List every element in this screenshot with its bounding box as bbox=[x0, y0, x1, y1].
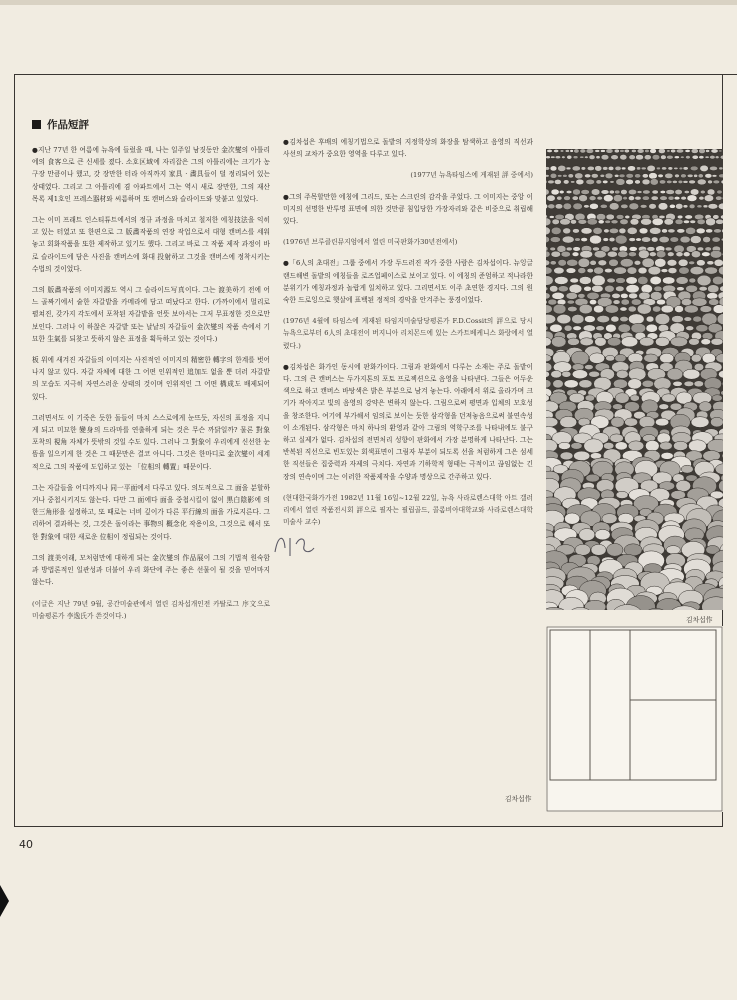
source-note: (이글은 지난 79년 9월, 공간미술관에서 열린 김차섭개인전 카탈로그 序文으로 미술평론가 李逸氏가 쓴것이다.) bbox=[32, 599, 270, 620]
article-column-2 bbox=[283, 136, 533, 537]
review-text: ●그의 주목할만한 에칭에 그리드, 또는 스크린의 감각을 주었다. 그 이미지는 중앙 이미지의 선명한 반투명 표면에 의한 것만큼 침입당한 가장자리와 같은 비중으로 취립해 있다. bbox=[283, 192, 533, 226]
paragraph: 그의 渡美이래, 모처럼만에 대하게 되는 金次燮의 作品展이 그의 기법적 원숙함과 방법론적인 일관성과 더불어 우리 화단에 주는 좋은 선물이 될 것을 믿어마지 않는다. bbox=[32, 553, 270, 587]
grid-drawing bbox=[546, 626, 723, 812]
frame-rule-left bbox=[14, 74, 15, 826]
article-column-1 bbox=[32, 144, 270, 631]
paragraph: 그러면서도 이 기죽은 듯한 돌들이 마치 스스로에게 눈뜨듯, 자신의 표정을 지니게 되고 미묘한 變身의 드라마를 연출하게 되는 것은 무슨 까닭일까? 물론 對象 포착의 視角 자체가 뜻밖의 것일 수도 있다. 그러나 그 對象이 우리에게 신선한 눈뜸을 일으키게 한 것은 그 때문만은 결코 아니다. 그것은 한마디로 金次燮이 세계적으로 그의 작품에 도입하고 있는 「位相의 轉置」때문이다. bbox=[32, 413, 270, 471]
paragraph: 그는 자갈들을 어디까지나 同一平面에서 다루고 있다. 의도적으로 그 面을 분할하거나 중첩시키지도 않는다. 다만 그 面에다 面을 중첩시킬이 없이 黒白陰影에 의한三角形을 설정하고, 또 때로는 너비 깊이가 다른 平行線의 面을 가로지른다. 그리하여 결과하는 것, 그것은 돌이라는 事物의 概念化 작용이요, 그것으로 해서 또한 對象에 대한 새로운 位相이 정립되는 것이다. bbox=[32, 483, 270, 541]
review-source: (1976년 4월에 타임스에 게재된 타임지미술담당평론가 F.D.Cossit의 評으로 당시 뉴욕으로부터 6人의 초대전이 버지니아 리치몬드에 있는 스카트베케니스 화랑에서 열렸다.) bbox=[283, 317, 533, 350]
frame-rule-top bbox=[14, 74, 737, 75]
section-title: 作品短評 bbox=[47, 119, 89, 131]
paragraph: 그의 版畵작품의 이미지源도 역시 그 슬라이드写真이다. 그는 渡美하기 전에 어느 골짜기에서 숱한 자갈밭을 카메라에 담고 떠났다고 한다. (가까이에서 멀리로 펼쳐진, 갖가지 각도에서 포착된 자갈밭을 언뜻 보아서는 그저 무표정한 것으로만 보인다. 그러나 이 하찮은 자갈밭 또는 날낱의 자갈들이 金次燮의 작품 속에서 기묘한 生氣를 되찾고 뜻하지 않은 표정을 획득하고 있는 것이다.) bbox=[32, 286, 270, 343]
grid-drawing-artwork bbox=[546, 626, 723, 812]
review-source: (1976년 브루클린뮤지엄에서 열린 미국판화가30년전에서) bbox=[283, 238, 458, 247]
review-source: (현대한국화가가전 1982년 11월 16일~12월 22일, 뉴욕 사라로렌스대학 아트 갤러리에서 열린 작품전시회 評으로 필자는 필립골드, 콜롬비아대학교와 사라로렌스대학 미술사 교수) bbox=[283, 493, 533, 527]
binder-clip bbox=[0, 881, 14, 921]
top-edge bbox=[0, 0, 737, 5]
paragraph: 板 위에 새겨진 자갈들의 이미지는 사진적인 이미지의 精密한 轉字의 한계를 벗어나지 않고 있다. 자갈 자체에 대한 그 어떤 인위적인 追加도 없을 뿐 더러 자갈밭의 모습도 지극히 자연스러운 상태의 것이며 인위적인 그 어떤 構成도 배제되어 있다. bbox=[32, 356, 270, 401]
review-text: ●김차섭은 후배의 에칭기법으로 돌밭의 지정학상의 화장을 탐색하고 음영의 직선과 사선의 교차가 중요한 영역을 다루고 있다. bbox=[283, 138, 533, 159]
review-text: ●김차섭은 화가인 동시에 판화가이다. 그림과 판화에서 다루는 소재는 주로 돌밭이다. 그의 큰 캔버스는 두가지톤의 포토 프로젝션으로 음영을 나타낸다. 그들은 어두운 색으로 하고 캔버스 바탕색은 밝은 부분으로 남겨 놓는다. 아래에서 위로 올라가며 크기가 작아지고 빛의 음영의 강약은 변하지 않는다. 그림으로써 평면과 입체의 모호성을 창조한다. 여기에 부가해서 임의로 보이는 듯한 삼각형을 던져놓음으로써 불연속성이 소개된다. 삼각형은 마치 하나의 환영과 같아 그림의 역학구조를 나타내에도 불구하고 실제가 없다. 김차섭의 전면처리 성향이 판화에서 가장 분명하게 나타난다. 그는 반복된 직선으로 빈도있는 회색표면이 그림자 부분이 되도록 선을 처럼하게 그은 섬세한 직선들은 집중력과 자제의 극치다. 자연과 기하학적 형태는 극적이고 끊임없는 긴장의 연속이며 그는 이러한 작품제작을 수양과 명상으로 간주하고 있다. bbox=[283, 362, 533, 481]
page-number: 40 bbox=[19, 838, 33, 851]
pebble-image bbox=[546, 149, 723, 610]
photo-caption: 김차섭作 bbox=[686, 616, 713, 624]
handwritten-mark bbox=[270, 530, 330, 560]
review-source: (1977년 뉴욕타임스에 게재된 評 중에서) bbox=[410, 171, 533, 180]
frame-rule-bottom bbox=[14, 826, 723, 827]
paragraph: 그는 이미 프래트 인스티튜트에서의 정규 과정을 마치고 철저한 에칭技法을 익히고 있는 터였고 또 한편으로 그 版畵작품의 연장 작업으로서 대형 캔버스를 세워놓고 회화작품을 또한 제작하고 있기도 했다. 그리고 바로 그 작품 제작 과정이 바로 슬라이드에 담은 사진을 캔버스에 화대 投射하고 그것을 캔버스에 정착시키는 수법의 것이었다. bbox=[32, 216, 270, 273]
paragraph: ●지난 77년 한 여름에 뉴욕에 들렀을 때, 나는 일주일 남짓동안 金次燮의 아틀리에의 食客으로 큰 신세를 졌다. 소호区域에 자리잡은 그의 아틀리에는 크기가 농구장 만큼이나 했고, 갓 장만한 터라 아직까지 家具 · 畵具들이 덜 정리되어 있는 상태였다. 그리고 그 아틀리에 겸 아파트에서 그는 역시 새로 장만한, 그의 재산 목록 제1호인 프레스器材와 씨름하며 또 캔버스와 슬라이드와 맞붙고 있었다. bbox=[32, 146, 270, 203]
section-header bbox=[32, 117, 89, 132]
drawing-caption: 김차섭作 bbox=[505, 795, 532, 803]
review-text: ●「6人의 초대전」그룹 중에서 가장 두드러진 작가 중한 사람은 김차섭이다. 뉴잉글랜드해변 돌밭의 에칭들을 로즈업페이스로 보이고 있다. 이 에칭의 준엄하고 적나라한 분위기가 에칭과정과 놀랍게 일치하고 있다. 그리면서도 이주 초연한 경지다. 그의 원숙한 드로잉으로 햇살에 표백된 정적의 경악을 안겨주는 풍경이었다. bbox=[283, 259, 533, 305]
pebble-artwork-photo bbox=[546, 149, 723, 610]
square-bullet-icon bbox=[32, 120, 41, 129]
